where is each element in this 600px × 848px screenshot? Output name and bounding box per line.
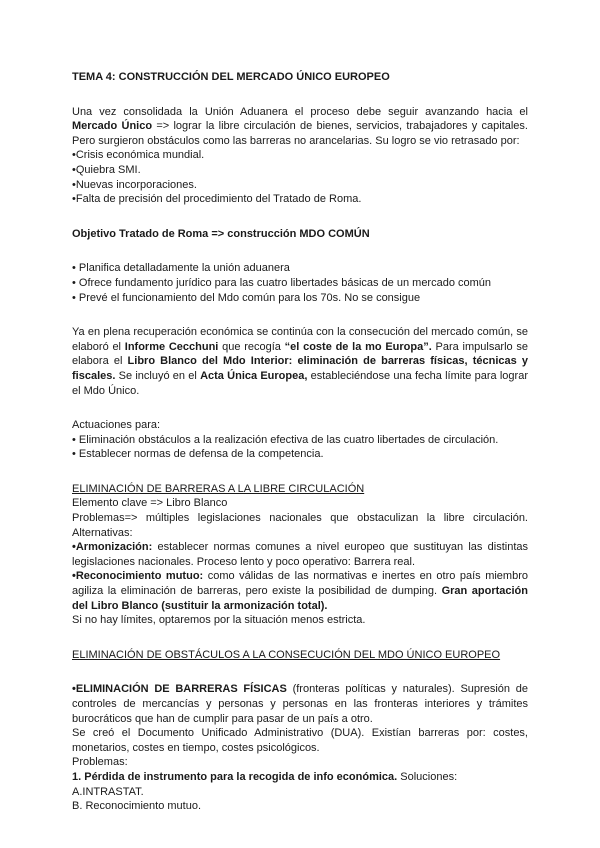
acta-unica: Acta Única Europea, [200,369,308,382]
libro-blanco: Libro Blanco del Mdo Interior: eliminación de barreras físicas, técnicas y fiscales. [72,355,528,382]
barreras-fisicas-label: •ELIMINACIÓN DE BARRERAS FÍSICAS [72,683,287,696]
objetivo-item: • Planifica detalladamente la unión aduanera [72,262,290,275]
recuperacion-text: estableciéndose una fecha límite para lograr el Mdo Único. [72,369,528,397]
document-page [72,70,528,814]
recuperacion-text: Ya en plena recuperación económica se continúa con la consecución del mercado común, se elaboró el [72,326,528,353]
problemas-text: Problemas=> múltiples legislaciones nacionales que obstaculizan la libre circulación. Alternativas: [72,512,528,539]
intro-text-a: Una vez consolidada la Unión Aduanera el proceso debe seguir avanzando hacia el [72,105,528,118]
elemento-clave: Elemento clave => Libro Blanco [72,497,228,510]
intro-item: •Crisis económica mundial. [72,149,205,162]
armonizacion-paragraph [72,540,528,569]
intro-item: •Falta de precisión del procedimiento del Tratado de Roma. [72,193,362,206]
intro-item: •Quiebra SMI. [72,163,141,176]
solucion-a: A.INTRASTAT. [72,785,144,798]
mercado-unico-term: Mercado Único [72,120,153,133]
coste-no-europa: “el coste de la mo Europa”. [284,340,432,353]
reconocimiento-label: •Reconocimiento mutuo: [72,570,204,583]
armonizacion-text: establecer normas comunes a nivel europeo que sustituyan las distintas legislaciones nacionales. Proceso lento y poco operativo: Barrera real. [72,541,528,568]
recuperacion-text: Se incluyó en el [115,369,201,382]
informe-cecchuni: Informe Cecchuni [124,340,219,353]
intro-item: •Nuevas incorporaciones. [72,178,197,191]
barreras-fisicas-text: (fronteras políticas y naturales). Supresión de controles de mercancías y personas y personas en las fronteras interiores y trámites burocráticos que han de cumplir para pasar de un país a otro. [72,683,528,725]
page-title: TEMA 4: CONSTRUCCIÓN DEL MERCADO ÚNICO EUROPEO [72,71,390,83]
objetivo-item: • Prevé el funcionamiento del Mdo común para los 70s. No se consigue [72,291,421,304]
intro-paragraph [72,105,528,149]
reconocimiento-paragraph [72,569,528,613]
recuperacion-text: que recogía [218,340,285,353]
limites-text: Si no hay límites, optaremos por la situación menos estricta. [72,614,366,627]
gran-aportacion: Gran aportación del Libro Blanco (sustituir la armonización total). [72,585,528,612]
actuaciones-item: • Establecer normas de defensa de la competencia. [72,448,324,461]
problema-1 [72,770,528,785]
problemas-label: Problemas: [72,756,128,769]
obstaculos-heading: ELIMINACIÓN DE OBSTÁCULOS A LA CONSECUCIÓN DEL MDO ÚNICO EUROPEO [72,648,501,661]
actuaciones-item: • Eliminación obstáculos a la realización efectiva de las cuatro libertades de circulación. [72,433,499,446]
objetivo-item: • Ofrece fundamento jurídico para las cuatro libertades básicas de un mercado común [72,276,492,289]
soluciones-label: Soluciones: [397,770,458,783]
recuperacion-text: Para impulsarlo se elabora el [72,340,529,368]
actuaciones-heading: Actuaciones para: [72,419,161,432]
recuperacion-paragraph [72,325,528,398]
intro-text-c: => lograr la libre circulación de bienes, servicios, trabajadores y capitales. Pero surgieron obstáculos como las barreras no arancelarias. Su logro se vio retrasado por: [72,120,528,147]
barreras-fisicas-paragraph [72,682,528,726]
barreras-heading: ELIMINACIÓN DE BARRERAS A LA LIBRE CIRCULACIÓN [72,482,365,495]
objetivo-heading: Objetivo Tratado de Roma => construcción MDO COMÚN [72,227,370,240]
reconocimiento-text: como válidas de las normativas e inertes en otro país miembro agiliza la eliminación de barreras, pero existe la posibilidad de dumping. [72,570,528,598]
armonizacion-label: •Armonización: [72,541,153,554]
solucion-b: B. Reconocimiento mutuo. [72,800,202,813]
problema-1-title: 1. Pérdida de instrumento para la recogida de info económica. [72,770,398,783]
dua-text: Se creó el Documento Unificado Administrativo (DUA). Existían barreras por: costes, monetarios, costes en tiempo, costes psicológicos. [72,727,528,754]
